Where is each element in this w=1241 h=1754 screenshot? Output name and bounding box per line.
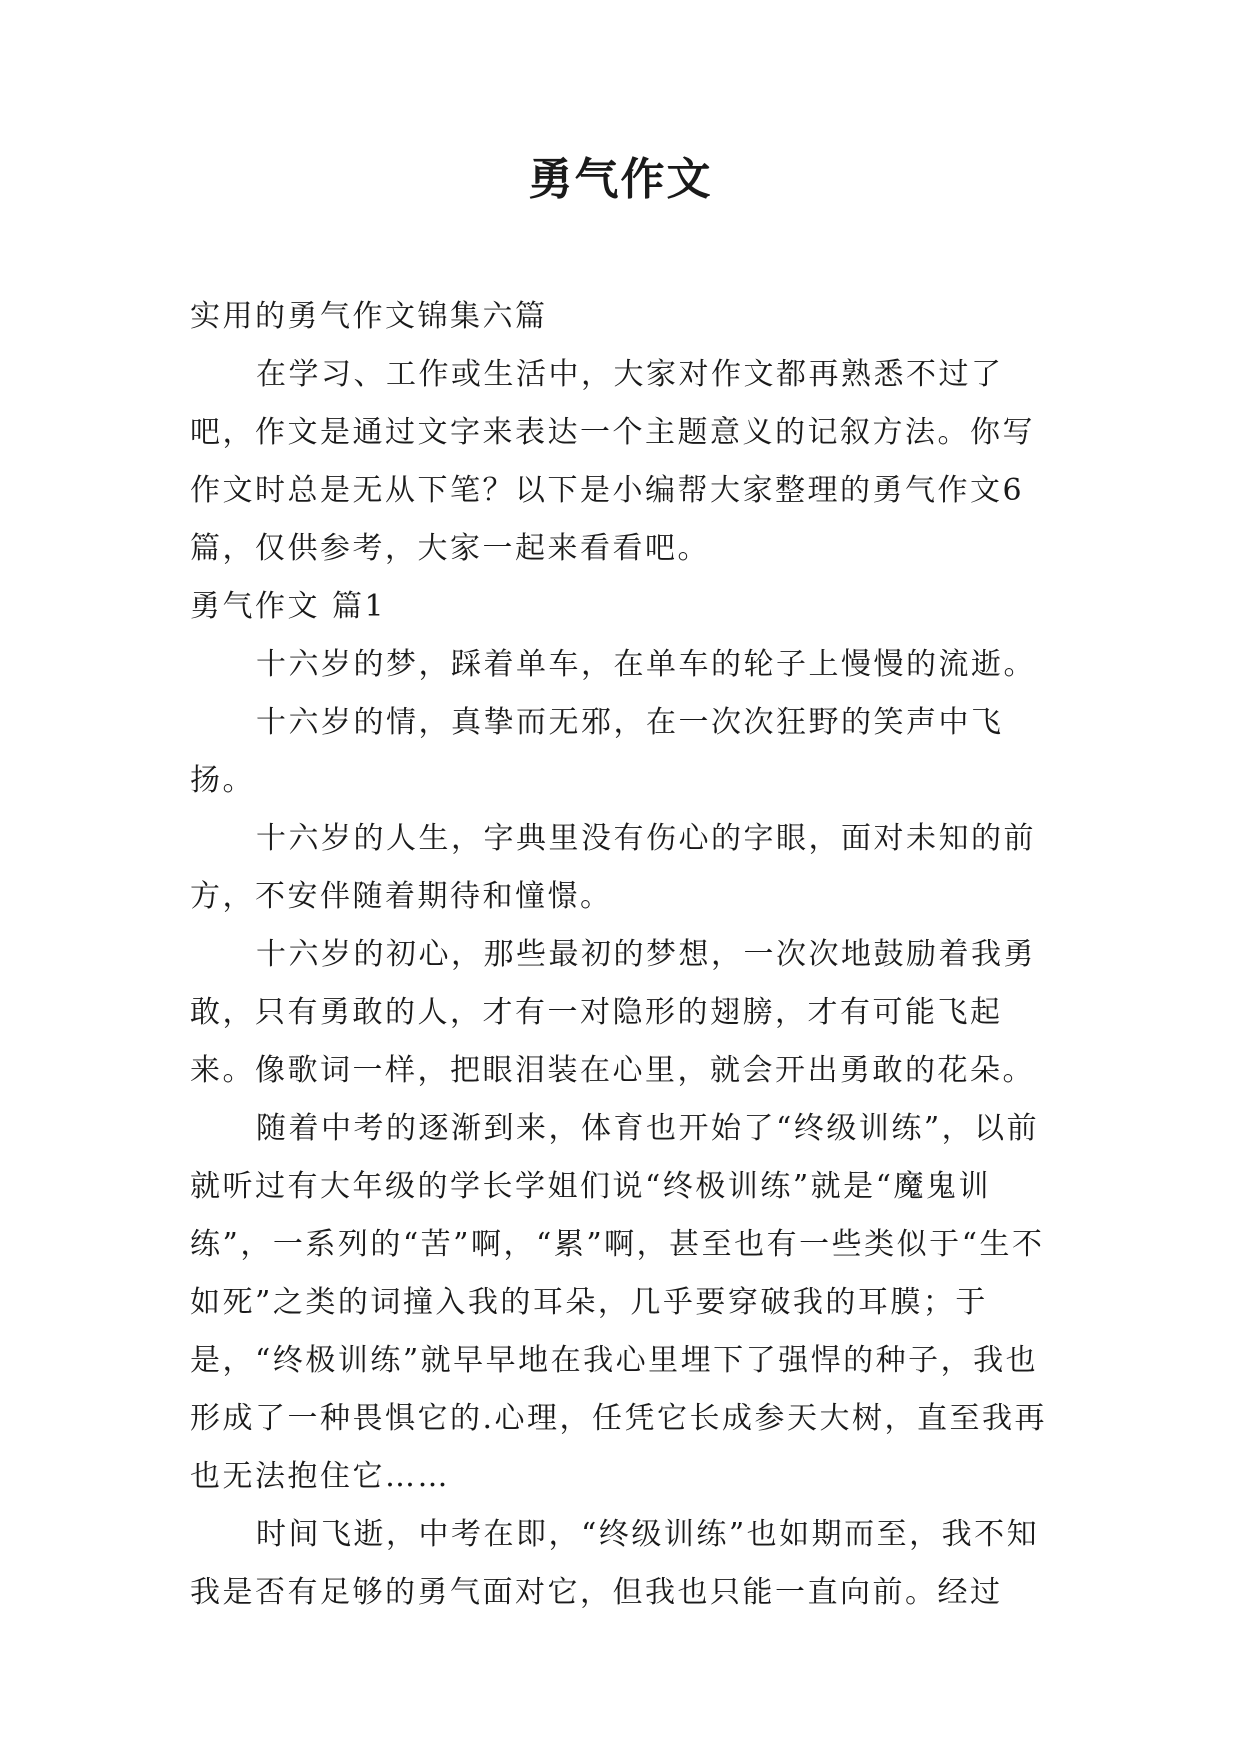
paragraph: 十六岁的人生，字典里没有伤心的字眼，面对未知的前方，不安伴随着期待和憧憬。 (190, 821, 1036, 914)
intro-paragraph: 在学习、工作或生活中，大家对作文都再熟悉不过了吧，作文是通过文字来表达一个主题意义的记叙方法。你写作文时总是无从下笔？以下是小编帮大家整理的勇气作文6篇，仅供参考，大家一起来看看吧。 (190, 357, 1035, 566)
paragraph: 时间飞逝，中考在即，“终级训练”也如期而至，我不知我是否有足够的勇气面对它，但我也只能一直向前。经过 (190, 1517, 1040, 1610)
document-body (190, 288, 1050, 1622)
document-title: 勇气作文 (528, 154, 713, 205)
paragraph: 随着中考的逐渐到来，体育也开始了“终级训练”，以前就听过有大年级的学长学姐们说“终极训练”就是“魔鬼训练”，一系列的“苦”啊，“累”啊，甚至也有一些类似于“生不如死”之类的词撞入我的耳朵，几乎要穿破我的耳膜；于是，“终极训练”就早早地在我心里埋下了强悍的种子，我也形成了一种畏惧它的.心理，任凭它长成参天大树，直至我再也无法抱住它…… (190, 1111, 1048, 1494)
paragraph: 十六岁的情，真挚而无邪，在一次次狂野的笑声中飞扬。 (190, 705, 1004, 798)
document-subtitle: 实用的勇气作文锦集六篇 (190, 299, 548, 334)
paragraph: 十六岁的梦，踩着单车，在单车的轮子上慢慢的流逝。 (256, 647, 1036, 682)
section-heading: 勇气作文 篇1 (190, 589, 387, 624)
paragraph: 十六岁的初心，那些最初的梦想，一次次地鼓励着我勇敢，只有勇敢的人，才有一对隐形的翅膀，才有可能飞起来。像歌词一样，把眼泪装在心里，就会开出勇敢的花朵。 (190, 937, 1036, 1088)
